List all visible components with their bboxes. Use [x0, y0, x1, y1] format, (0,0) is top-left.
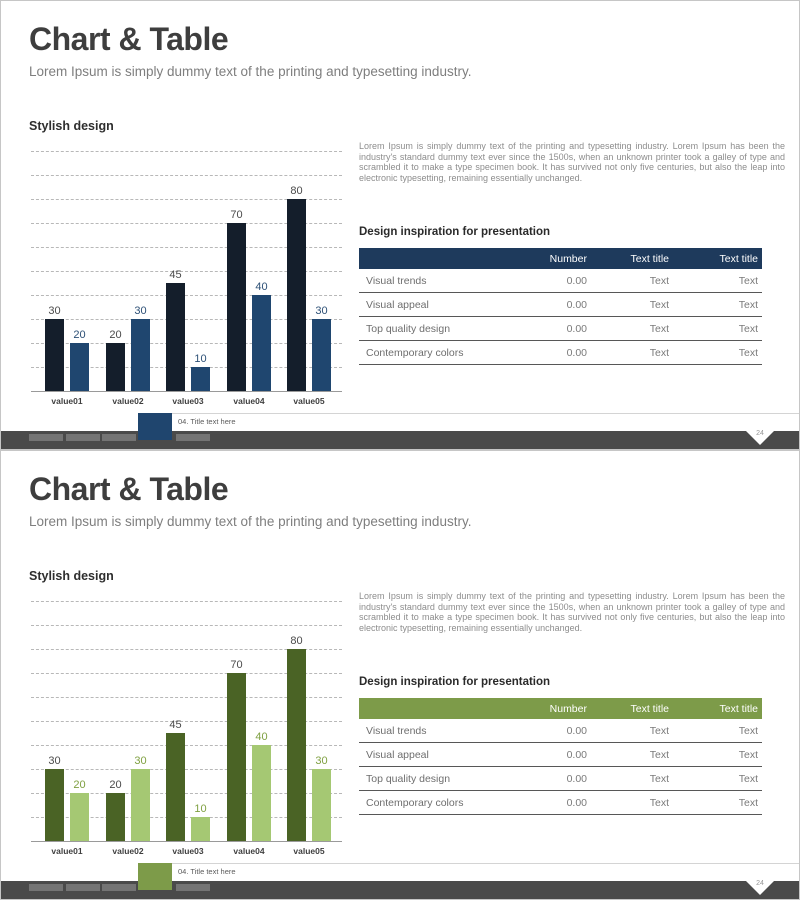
row-text-1: Text	[591, 269, 673, 293]
row-number: 0.00	[519, 719, 591, 743]
x-axis-label: value02	[112, 396, 144, 406]
bar-group-value02	[106, 305, 150, 391]
chart-section-heading: Stylish design	[29, 119, 114, 133]
table-header-text-title-2: Text title	[673, 248, 762, 269]
row-text-2: Text	[673, 341, 762, 365]
page-subtitle: Lorem Ipsum is simply dummy text of the printing and typesetting industry.	[29, 514, 472, 529]
footer-thumb-3[interactable]	[102, 434, 136, 441]
footer-tab-label: 04. Title text here	[178, 417, 236, 426]
bar-value-label: 30	[315, 755, 328, 767]
x-axis-label: value03	[172, 396, 204, 406]
bar-group-value01	[45, 305, 89, 391]
table-section-heading: Design inspiration for presentation	[359, 676, 551, 688]
table-header-empty	[359, 248, 519, 269]
table-header-row	[359, 698, 762, 719]
body-paragraph: Lorem Ipsum is simply dummy text of the printing and typesetting industry. Lorem Ipsum has been the industry's standard dummy text ever since the 1500s, when an unknown printer took a galley of type and scrambled it to make a type specimen book. It has survived not only five centuries, but also the leap into electronic typesetting, remaining essentially unchanged.	[359, 141, 785, 183]
footer-thumb-1[interactable]	[29, 434, 63, 441]
bar-group-value01	[45, 755, 89, 841]
bar-value-label: 70	[230, 209, 243, 221]
x-axis-label: value01	[51, 396, 83, 406]
page-title: Chart & Table	[29, 21, 229, 57]
bar-group-value04	[227, 659, 271, 841]
table-header-text-title-1: Text title	[591, 248, 673, 269]
page-subtitle: Lorem Ipsum is simply dummy text of the printing and typesetting industry.	[29, 64, 472, 79]
footer-thumb-2[interactable]	[66, 434, 100, 441]
row-label: Visual trends	[359, 719, 519, 743]
bar-value-label: 70	[230, 659, 243, 671]
bar-secondary-value01	[70, 779, 89, 841]
row-text-2: Text	[673, 317, 762, 341]
bar-group-value02	[106, 755, 150, 841]
row-label: Top quality design	[359, 767, 519, 791]
bar-value-label: 30	[48, 305, 61, 317]
bar-secondary-value03	[191, 803, 210, 841]
footer-band-divider	[138, 413, 799, 414]
x-axis-label: value01	[51, 846, 83, 856]
bar-primary-value01	[45, 305, 64, 391]
gridline	[31, 151, 342, 152]
footer-thumb-2[interactable]	[66, 884, 100, 891]
bar-value-label: 10	[194, 803, 207, 815]
footer-thumb-3[interactable]	[102, 884, 136, 891]
bar-primary-value04	[227, 659, 246, 841]
row-label: Visual trends	[359, 269, 519, 293]
row-text-2: Text	[673, 743, 762, 767]
table-section-heading: Design inspiration for presentation	[359, 226, 551, 238]
footer-active-tab[interactable]	[138, 413, 172, 440]
row-text-1: Text	[591, 719, 673, 743]
bar-secondary-value03	[191, 353, 210, 391]
row-number: 0.00	[519, 293, 591, 317]
x-axis-label: value05	[293, 846, 325, 856]
table-header-number: Number	[519, 698, 591, 719]
bar-primary-value01	[45, 755, 64, 841]
bar-primary-value02	[106, 779, 125, 841]
bar-group-value03	[166, 719, 210, 841]
bar-secondary-value05	[312, 305, 331, 391]
page-number: 24	[756, 430, 764, 437]
footer-thumb-1[interactable]	[29, 884, 63, 891]
table-row	[359, 293, 762, 317]
row-text-2: Text	[673, 767, 762, 791]
bar-value-label: 30	[48, 755, 61, 767]
gridline	[31, 175, 342, 176]
bar-value-label: 30	[134, 755, 147, 767]
table-row	[359, 791, 762, 815]
row-text-1: Text	[591, 317, 673, 341]
body-paragraph: Lorem Ipsum is simply dummy text of the printing and typesetting industry. Lorem Ipsum has been the industry's standard dummy text ever since the 1500s, when an unknown printer took a galley of type and scrambled it to make a type specimen book. It has survived not only five centuries, but also the leap into electronic typesetting, remaining essentially unchanged.	[359, 591, 785, 633]
bar-value-label: 20	[73, 329, 86, 341]
row-label: Contemporary colors	[359, 791, 519, 815]
table-row	[359, 719, 762, 743]
footer-active-tab[interactable]	[138, 863, 172, 890]
bar-value-label: 20	[109, 779, 122, 791]
grouped-bar-chart	[31, 601, 342, 856]
table-row	[359, 767, 762, 791]
row-text-2: Text	[673, 269, 762, 293]
design-table	[359, 248, 762, 365]
bar-secondary-value02	[131, 755, 150, 841]
bar-value-label: 20	[109, 329, 122, 341]
row-text-1: Text	[591, 341, 673, 365]
footer-tab-label: 04. Title text here	[178, 867, 236, 876]
bar-value-label: 30	[315, 305, 328, 317]
row-number: 0.00	[519, 791, 591, 815]
gridline	[31, 625, 342, 626]
row-text-1: Text	[591, 791, 673, 815]
table-row	[359, 743, 762, 767]
footer-band-divider	[138, 863, 799, 864]
row-label: Visual appeal	[359, 743, 519, 767]
bar-secondary-value04	[252, 731, 271, 841]
x-axis-label: value04	[233, 396, 265, 406]
footer-thumb-5[interactable]	[176, 434, 210, 441]
row-number: 0.00	[519, 269, 591, 293]
row-label: Visual appeal	[359, 293, 519, 317]
bar-secondary-value04	[252, 281, 271, 391]
page-number: 24	[756, 880, 764, 887]
row-text-2: Text	[673, 791, 762, 815]
chart-section-heading: Stylish design	[29, 569, 114, 583]
bar-value-label: 40	[255, 281, 268, 293]
table-header-empty	[359, 698, 519, 719]
bar-value-label: 40	[255, 731, 268, 743]
bar-primary-value05	[287, 185, 306, 391]
row-label: Contemporary colors	[359, 341, 519, 365]
bar-value-label: 30	[134, 305, 147, 317]
row-number: 0.00	[519, 317, 591, 341]
bar-secondary-value01	[70, 329, 89, 391]
row-text-2: Text	[673, 293, 762, 317]
row-text-1: Text	[591, 743, 673, 767]
row-text-1: Text	[591, 293, 673, 317]
grouped-bar-chart	[31, 151, 342, 406]
page-title: Chart & Table	[29, 471, 229, 507]
row-number: 0.00	[519, 743, 591, 767]
gridline	[31, 601, 342, 602]
bar-primary-value03	[166, 269, 185, 391]
bar-primary-value02	[106, 329, 125, 391]
bar-value-label: 80	[290, 185, 303, 197]
footer-thumb-5[interactable]	[176, 884, 210, 891]
bar-secondary-value02	[131, 305, 150, 391]
slide-2	[0, 450, 800, 900]
row-text-2: Text	[673, 719, 762, 743]
bar-value-label: 45	[169, 269, 182, 281]
table-header-text-title-1: Text title	[591, 698, 673, 719]
bar-group-value04	[227, 209, 271, 391]
table-row	[359, 341, 762, 365]
bar-primary-value04	[227, 209, 246, 391]
row-label: Top quality design	[359, 317, 519, 341]
table-header-row	[359, 248, 762, 269]
bar-group-value05	[287, 185, 331, 391]
table-row	[359, 269, 762, 293]
bar-secondary-value05	[312, 755, 331, 841]
bar-value-label: 20	[73, 779, 86, 791]
x-axis-label: value04	[233, 846, 265, 856]
row-number: 0.00	[519, 767, 591, 791]
x-axis-label: value05	[293, 396, 325, 406]
bar-primary-value03	[166, 719, 185, 841]
bar-value-label: 10	[194, 353, 207, 365]
x-axis-label: value02	[112, 846, 144, 856]
row-text-1: Text	[591, 767, 673, 791]
x-axis-label: value03	[172, 846, 204, 856]
table-header-number: Number	[519, 248, 591, 269]
bar-group-value03	[166, 269, 210, 391]
bar-value-label: 80	[290, 635, 303, 647]
bar-primary-value05	[287, 635, 306, 841]
design-table	[359, 698, 762, 815]
table-row	[359, 317, 762, 341]
table-header-text-title-2: Text title	[673, 698, 762, 719]
bar-group-value05	[287, 635, 331, 841]
bar-value-label: 45	[169, 719, 182, 731]
row-number: 0.00	[519, 341, 591, 365]
